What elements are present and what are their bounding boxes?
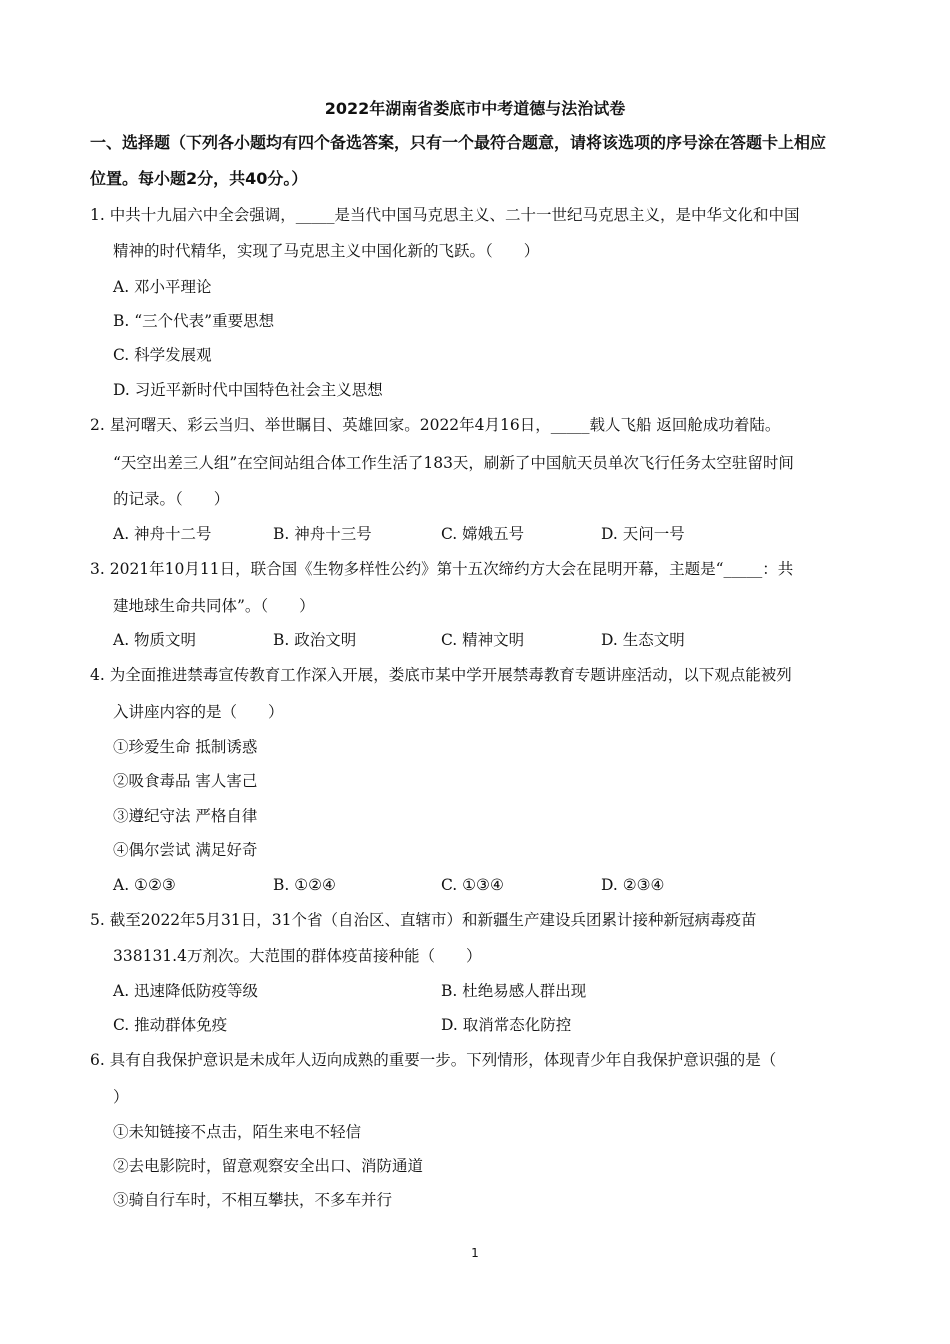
question-4-line2: 入讲座内容的是（ ） <box>113 703 284 721</box>
question-6-statement-1: ①未知链接不点击，陌生来电不轻信 <box>113 1123 362 1141</box>
question-1-line1: 1. 中共十九届六中全会强调，_____是当代中国马克思主义、二十一世纪马克思主义，是中华文化和中国 <box>90 206 800 224</box>
question-2-option-c: C. 嫦娥五号 <box>441 525 525 543</box>
question-3-option-b: B. 政治文明 <box>273 631 357 649</box>
question-5-line2: 338131.4万剂次。大范围的群体疫苗接种能（ ） <box>113 947 482 965</box>
question-6-statement-2: ②去电影院时，留意观察安全出口、消防通道 <box>113 1157 424 1175</box>
question-4-option-a: A. ①②③ <box>113 876 176 894</box>
question-3-option-d: D. 生态文明 <box>601 631 685 649</box>
question-2-options <box>113 524 813 544</box>
question-4-line1: 4. 为全面推进禁毒宣传教育工作深入开展，娄底市某中学开展禁毒教育专题讲座活动，以下观点能被列 <box>90 666 792 684</box>
question-1-option-b: B. “三个代表”重要思想 <box>113 312 275 330</box>
question-2-line2: “天空出差三人组”在空间站组合体工作生活了183天，刷新了中国航天员单次飞行任务太空驻留时间 <box>113 454 794 472</box>
section-heading-line2: 位置。每小题2分，共40分。） <box>90 169 308 188</box>
question-2-option-d: D. 天问一号 <box>601 525 685 543</box>
question-2-option-a: A. 神舟十二号 <box>113 525 212 543</box>
question-1-option-c: C. 科学发展观 <box>113 346 212 364</box>
question-5-option-b: B. 杜绝易感人群出现 <box>441 982 587 1000</box>
question-6-line1: 6. 具有自我保护意识是未成年人迈向成熟的重要一步。下列情形，体现青少年自我保护意识强的是（ <box>90 1051 777 1069</box>
question-3-line1: 3. 2021年10月11日，联合国《生物多样性公约》第十五次缔约方大会在昆明开幕，主题是“_____：共 <box>90 560 794 578</box>
question-5-option-a: A. 迅速降低防疫等级 <box>113 982 259 1000</box>
question-3-options <box>113 630 813 650</box>
page-number: 1 <box>471 1246 479 1260</box>
question-5-option-d: D. 取消常态化防控 <box>441 1016 572 1034</box>
question-5-options-row2 <box>113 1015 813 1035</box>
question-5-line1: 5. 截至2022年5月31日，31个省（自治区、直辖市）和新疆生产建设兵团累计接种新冠病毒疫苗 <box>90 911 757 929</box>
question-6-statement-3: ③骑自行车时，不相互攀扶，不多车并行 <box>113 1191 393 1209</box>
question-4-statement-2: ②吸食毒品 害人害己 <box>113 772 258 790</box>
question-3-option-c: C. 精神文明 <box>441 631 525 649</box>
question-5-options-row1 <box>113 981 813 1001</box>
section-heading-line1: 一、选择题（下列各小题均有四个备选答案，只有一个最符合题意，请将该选项的序号涂在答题卡上相应 <box>90 133 827 152</box>
question-3-line2: 建地球生命共同体”。（ ） <box>113 597 315 615</box>
question-2-line1: 2. 星河曙天、彩云当归、举世瞩目、英雄回家。2022年4月16日，_____载人飞船 返回舱成功着陆。 <box>90 416 781 434</box>
question-6-line2: ） <box>113 1088 129 1106</box>
question-4-options <box>113 875 813 895</box>
question-1-line2: 精神的时代精华，实现了马克思主义中国化新的飞跃。（ ） <box>113 242 540 260</box>
question-3-option-a: A. 物质文明 <box>113 631 197 649</box>
question-4-option-c: C. ①③④ <box>441 876 504 894</box>
question-4-option-b: B. ①②④ <box>273 876 336 894</box>
question-1-option-a: A. 邓小平理论 <box>113 278 212 296</box>
question-4-option-d: D. ②③④ <box>601 876 665 894</box>
question-1-option-d: D. 习近平新时代中国特色社会主义思想 <box>113 381 383 399</box>
question-2-option-b: B. 神舟十三号 <box>273 525 372 543</box>
question-5-option-c: C. 推动群体免疫 <box>113 1016 228 1034</box>
question-4-statement-4: ④偶尔尝试 满足好奇 <box>113 841 258 859</box>
question-4-statement-3: ③遵纪守法 严格自律 <box>113 807 258 825</box>
question-4-statement-1: ①珍爱生命 抵制诱惑 <box>113 738 258 756</box>
exam-title: 2022年湖南省娄底市中考道德与法治试卷 <box>324 99 626 118</box>
question-2-line3: 的记录。（ ） <box>113 490 230 508</box>
